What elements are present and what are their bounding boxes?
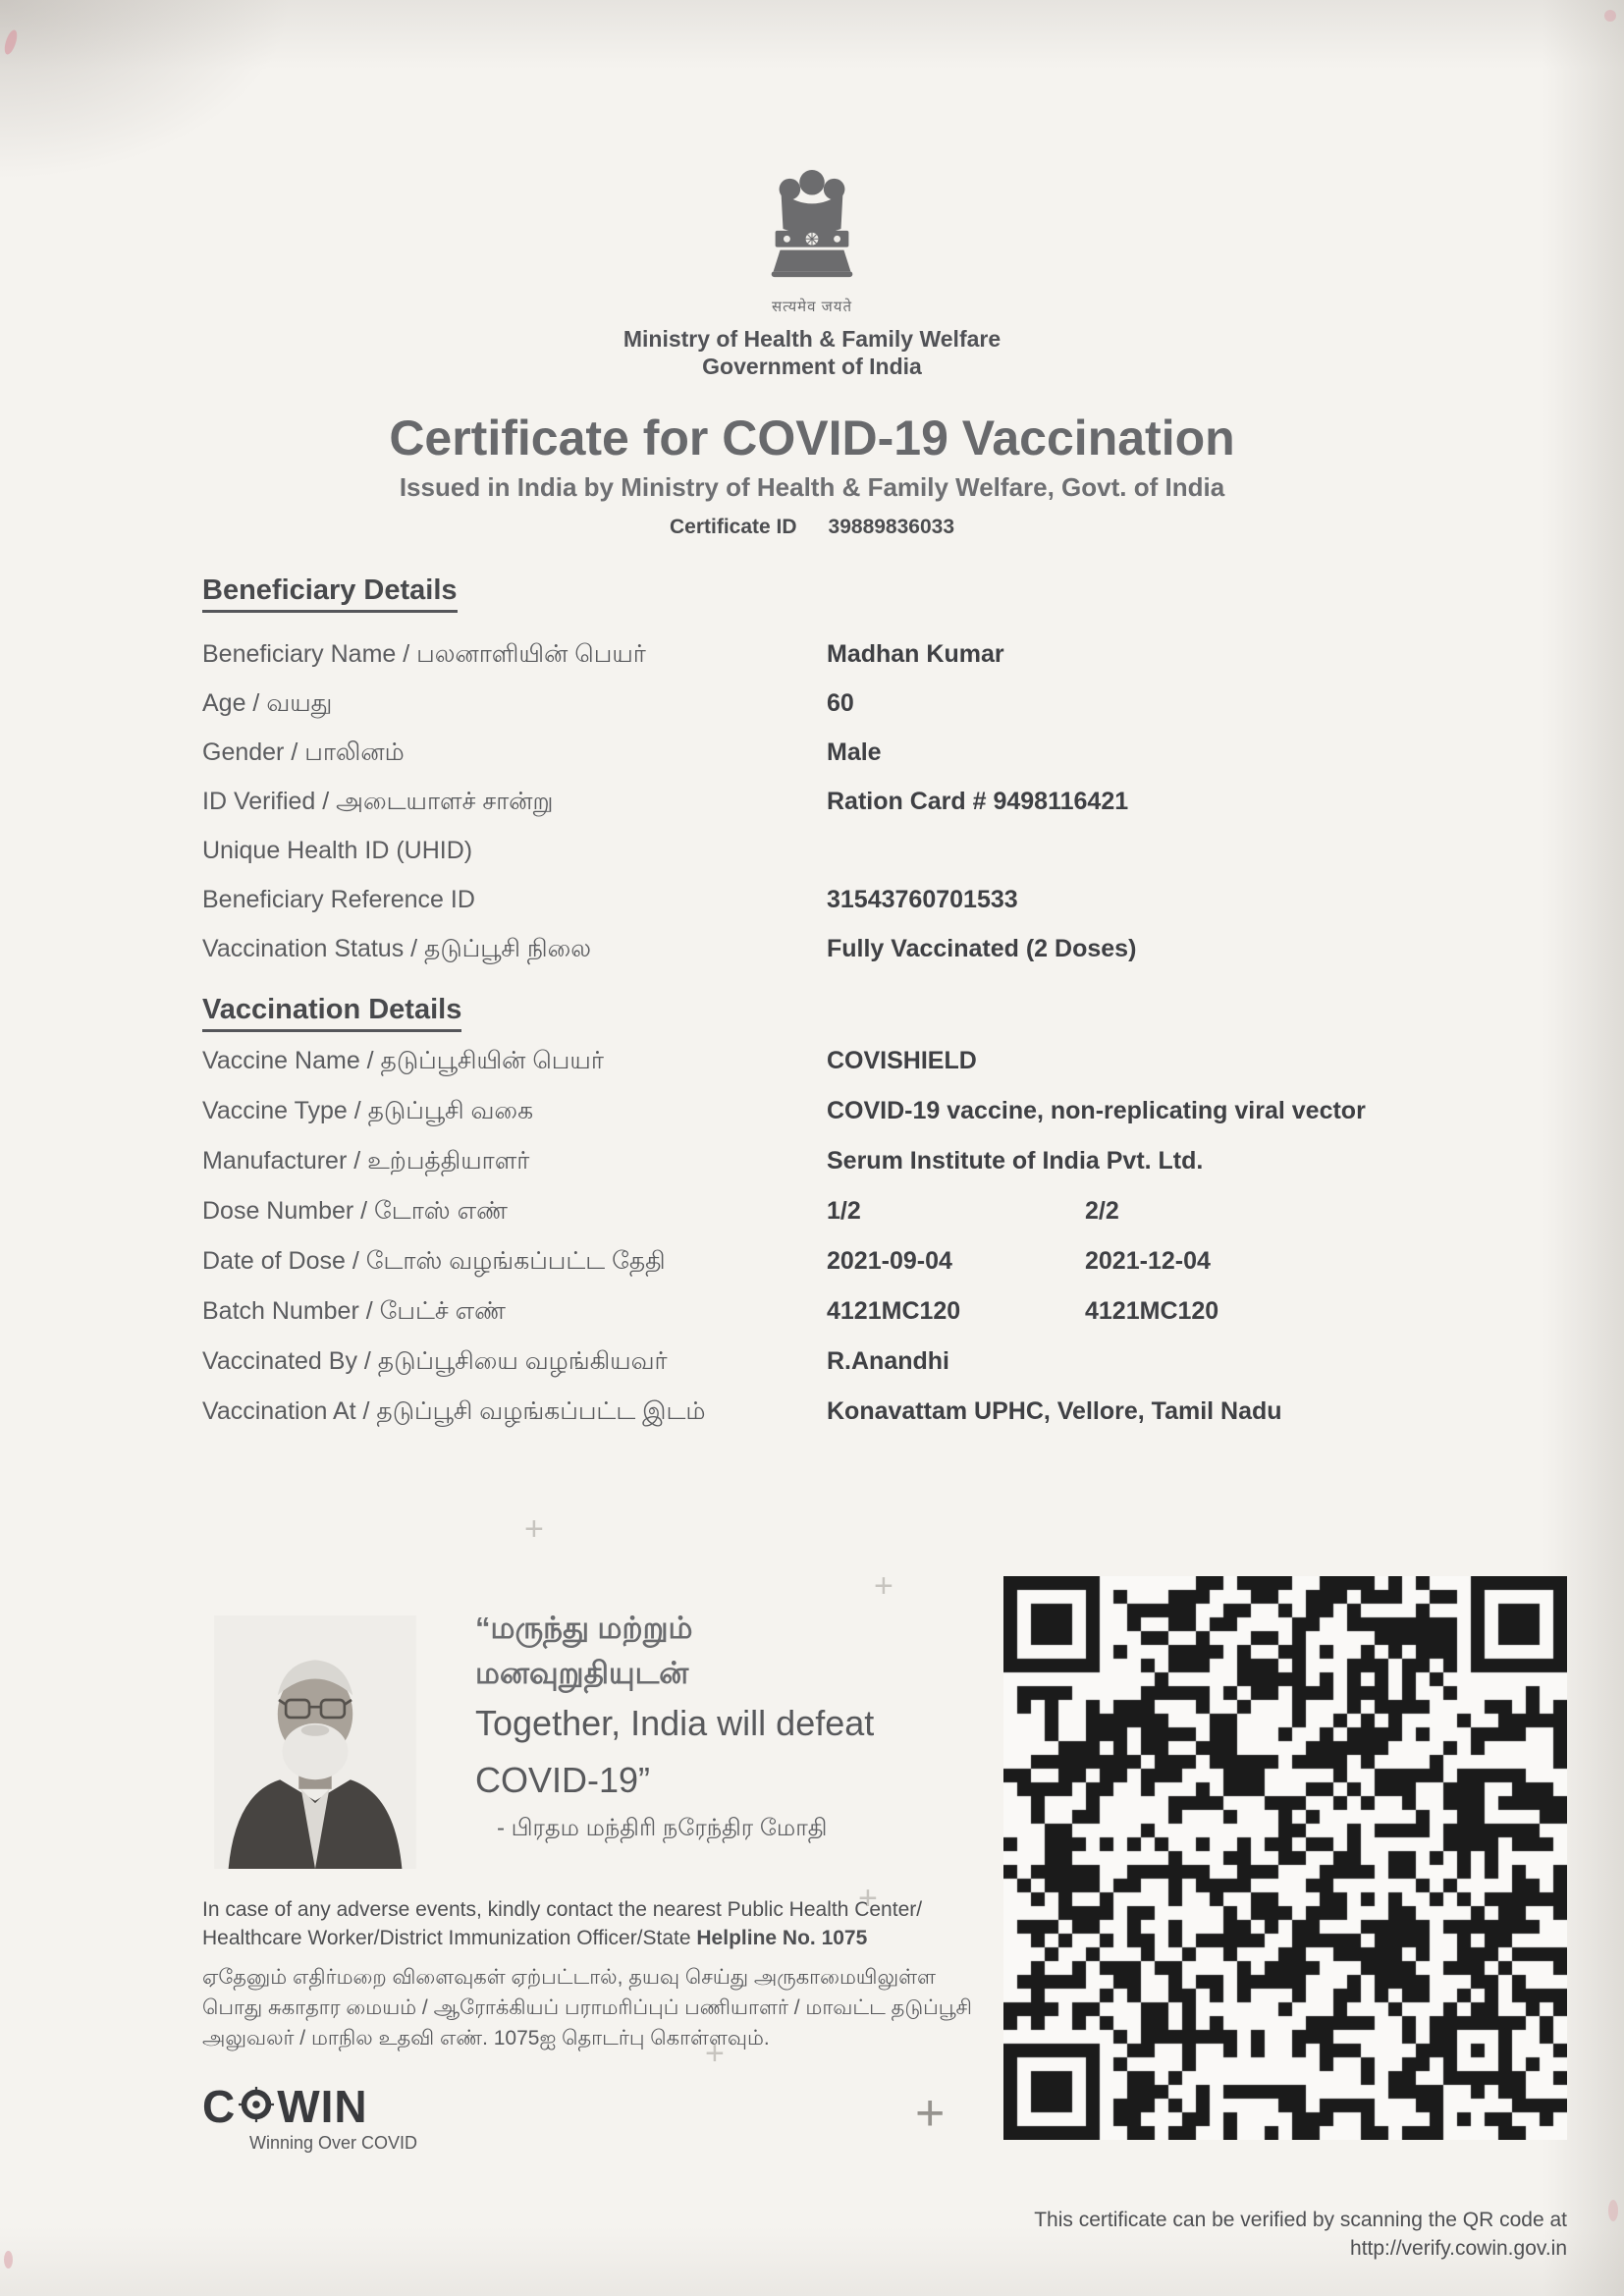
field-row-uhid <box>0 837 1624 878</box>
ministry-name <box>0 325 1624 380</box>
field-row-gender <box>0 738 1624 780</box>
field-label: Age / வயது <box>202 689 333 717</box>
field-value-dose2: 2021-12-04 <box>1085 1247 1211 1275</box>
field-value-dose1: 4121MC120 <box>827 1297 961 1325</box>
cowin-globe-icon <box>238 2086 275 2128</box>
field-label: Beneficiary Reference ID <box>202 886 475 913</box>
field-label: Vaccination At / தடுப்பூசி வழங்கப்பட்ட இடம் <box>202 1397 706 1425</box>
quote-english-line2: COVID-19” <box>475 1760 651 1800</box>
field-value: Fully Vaccinated (2 Doses) <box>827 935 1137 962</box>
ministry-line: Ministry of Health & Family Welfare <box>623 326 1001 352</box>
field-row-batch-number <box>0 1297 1624 1339</box>
field-value-dose2: 2/2 <box>1085 1197 1119 1225</box>
field-row-age <box>0 689 1624 731</box>
registration-mark <box>915 2084 945 2143</box>
field-row-manufacturer <box>0 1147 1624 1188</box>
registration-mark <box>524 1510 544 1549</box>
field-value-dose2: 4121MC120 <box>1085 1297 1219 1325</box>
field-value: 31543760701533 <box>827 886 1018 913</box>
certificate-id <box>0 516 1624 539</box>
field-value: 60 <box>827 689 854 717</box>
cowin-logo <box>202 2080 368 2133</box>
field-value: COVISHIELD <box>827 1047 977 1074</box>
field-row-dose-number <box>0 1197 1624 1238</box>
quote-attribution: - பிரதம மந்திரி நரேந்திர மோதி <box>497 1815 828 1841</box>
vaccination-details-heading: Vaccination Details <box>202 994 461 1026</box>
registration-mark <box>874 1567 893 1606</box>
cowin-logo-win: WIN <box>277 2081 368 2132</box>
verify-url: http://verify.cowin.gov.in <box>1350 2237 1567 2260</box>
field-value: R.Anandhi <box>827 1347 949 1375</box>
scan-artifact <box>4 2251 13 2269</box>
field-value: COVID-19 vaccine, non-replicating viral vector <box>827 1097 1366 1124</box>
field-row-vaccine-type <box>0 1097 1624 1138</box>
field-label: Gender / பாலினம் <box>202 738 405 766</box>
field-row-date-of-dose <box>0 1247 1624 1288</box>
field-value: Male <box>827 738 882 766</box>
field-value-dose1: 2021-09-04 <box>827 1247 952 1275</box>
field-row-vaccination-at <box>0 1397 1624 1439</box>
certificate-id-label: Certificate ID <box>669 516 797 538</box>
quote-tamil-line1: “மருந்து மற்றும் <box>475 1611 693 1645</box>
field-row-vaccine-name <box>0 1047 1624 1088</box>
field-label: Batch Number / பேட்ச் எண் <box>202 1297 506 1325</box>
cowin-logo-c: C <box>202 2081 237 2132</box>
field-value: Konavattam UPHC, Vellore, Tamil Nadu <box>827 1397 1282 1425</box>
adverse-events-note-ta: ஏதேனும் எதிர்மறை விளைவுகள் ஏற்பட்டால், தயவு செய்து அருகாமையிலுள்ள பொது சுகாதார மையம் / ஆரோக்கியப் பராமரிப்புப் பணியாளர் / மாவட்ட தடுப்பூசி அலுவலர் / மாநில உதவி எண். 1075ஐ தொடர்பு கொள்ளவும். <box>202 1966 972 2050</box>
scan-artifact <box>1604 10 1616 22</box>
certificate-title: Certificate for COVID-19 Vaccination <box>389 410 1235 465</box>
field-label: Dose Number / டோஸ் எண் <box>202 1197 508 1225</box>
field-label: Unique Health ID (UHID) <box>202 837 473 864</box>
government-line: Government of India <box>702 354 922 379</box>
field-value-dose1: 1/2 <box>827 1197 861 1225</box>
beneficiary-details-heading: Beneficiary Details <box>202 574 458 607</box>
certificate-subtitle: Issued in India by Ministry of Health & Family Welfare, Govt. of India <box>399 472 1225 502</box>
helpline-number: Helpline No. 1075 <box>696 1927 868 1949</box>
registration-mark <box>705 2035 725 2073</box>
field-value: Madhan Kumar <box>827 640 1004 668</box>
field-row-vaccination-status <box>0 935 1624 976</box>
field-row-id-verified <box>0 788 1624 829</box>
field-value: Serum Institute of India Pvt. Ltd. <box>827 1147 1204 1175</box>
field-label: Vaccinated By / தடுப்பூசியை வழங்கியவர் <box>202 1347 668 1375</box>
field-row-beneficiary-name <box>0 640 1624 682</box>
quote-tamil-line2: மனவுறுதியுடன் <box>475 1656 689 1690</box>
scan-artifact <box>1608 2200 1618 2221</box>
cowin-tagline: Winning Over COVID <box>249 2133 418 2153</box>
registration-mark <box>858 1880 878 1918</box>
field-label: Vaccination Status / தடுப்பூசி நிலை <box>202 935 592 962</box>
national-emblem-icon <box>754 159 870 300</box>
quote-english-line1: Together, India will defeat <box>475 1703 875 1743</box>
scan-artifact <box>2 28 20 56</box>
qr-code <box>1003 1576 1567 2140</box>
field-label: Vaccine Type / தடுப்பூசி வகை <box>202 1097 534 1124</box>
field-label: Manufacturer / உற்பத்தியாளர் <box>202 1147 530 1175</box>
field-row-beneficiary-reference-id <box>0 886 1624 927</box>
pm-portrait-image <box>214 1615 416 1869</box>
field-label: Date of Dose / டோஸ் வழங்கப்பட்ட தேதி <box>202 1247 666 1275</box>
field-row-vaccinated-by <box>0 1347 1624 1389</box>
adverse-events-note-en: In case of any adverse events, kindly contact the nearest Public Health Center/ Healthcare Worker/District Immunization Officer/State Helpline No. 1075 <box>202 1898 923 1949</box>
field-value: Ration Card # 9498116421 <box>827 788 1129 815</box>
field-label: Beneficiary Name / பலனாளியின் பெயர் <box>202 640 646 668</box>
qr-verify-note: This certificate can be verified by scanning the QR code at http://verify.cowin.gov.in <box>884 2206 1567 2263</box>
certificate-id-value: 39889836033 <box>828 516 955 538</box>
field-label: Vaccine Name / தடுப்பூசியின் பெயர் <box>202 1047 604 1074</box>
emblem-motto: सत्यमेव जयते <box>771 299 853 315</box>
field-label: ID Verified / அடையாளச் சான்று <box>202 788 554 815</box>
